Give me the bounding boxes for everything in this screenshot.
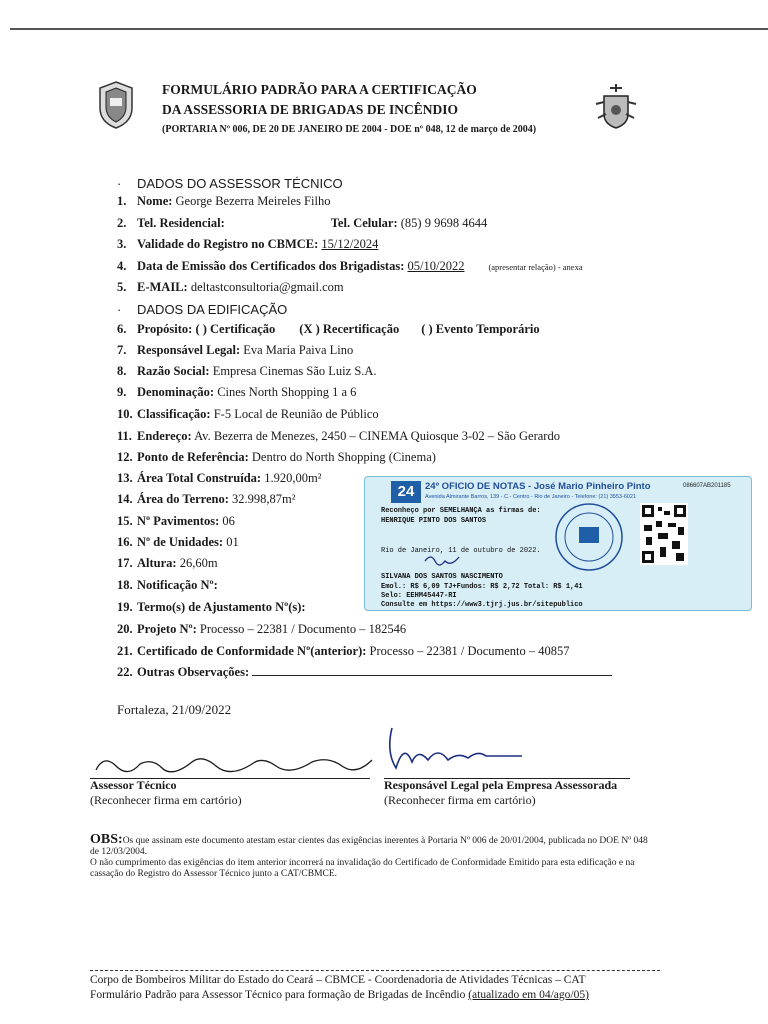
date-place: Fortaleza, 21/09/2022 — [117, 702, 232, 717]
footer-divider — [90, 970, 660, 971]
notary-signature-icon — [423, 551, 463, 571]
footer — [90, 970, 660, 1003]
responsavel-signature-icon — [382, 722, 532, 778]
field-17: 17. Altura: 26,60m — [117, 556, 218, 570]
header-line-2: DA ASSESSORIA DE BRIGADAS DE INCÊNDIO — [162, 102, 458, 117]
ceara-coat-of-arms-icon — [592, 80, 640, 136]
footer-line-1: Corpo de Bombeiros Militar do Estado do Ceará – CBMCE - Coordenadoria de Atividades Técnicas – CAT — [90, 974, 586, 986]
observations-line — [252, 665, 612, 676]
field-22: 22. Outras Observações: — [117, 665, 612, 680]
top-border — [10, 28, 768, 30]
qr-code-icon — [640, 503, 688, 565]
field-9: 9. Denominação: Cines North Shopping 1 a 6 — [117, 385, 357, 399]
notary-line-4: SILVANA DOS SANTOS NASCIMENTO — [381, 573, 503, 581]
section-assessor: · DADOS DO ASSESSOR TÉCNICO — [117, 176, 343, 191]
field-16: 16. Nº de Unidades: 01 — [117, 535, 239, 549]
field-2: 2. Tel. Residencial: Tel. Celular: (85) 9 9698 4644 — [117, 216, 488, 230]
field-3: 3. Validade do Registro no CBMCE: 15/12/2024 — [117, 237, 379, 251]
assessor-signature-icon — [92, 740, 382, 782]
header-line-1: FORMULÁRIO PADRÃO PARA A CERTIFICAÇÃO — [162, 82, 477, 97]
field-1: 1. Nome: George Bezerra Meireles Filho — [117, 194, 331, 208]
header-line-3: (PORTARIA Nº 006, DE 20 DE JANEIRO DE 2004 - DOE nº 048, 12 de março de 2004) — [162, 124, 537, 135]
section-edificacao: · DADOS DA EDIFICAÇÃO — [117, 302, 288, 317]
field-8: 8. Razão Social: Empresa Cinemas São Luiz S.A. — [117, 364, 377, 378]
field-18: 18. Notificação Nº: — [117, 578, 218, 592]
notary-line-3: Rio de Janeiro, 11 de outubro de 2022. — [381, 547, 541, 555]
notary-logo: 24 — [391, 481, 421, 503]
assessor-signature-block: Assessor Técnico (Reconhecer firma em cartório) — [90, 778, 242, 807]
notary-line-7: Consulte em https://www3.tjrj.jus.br/sitepublico — [381, 601, 583, 609]
notary-line-2: HENRIQUE PINTO DOS SANTOS — [381, 517, 487, 525]
footer-line-2: Formulário Padrão para Assessor Técnico para formação de Brigadas de Incêndio (atualizado em 04/ago/05) — [90, 989, 589, 1001]
form-header — [162, 80, 536, 140]
field-7: 7. Responsável Legal: Eva Maria Paiva Lino — [117, 343, 354, 357]
field-11: 11. Endereço: Av. Bezerra de Menezes, 2450 – CINEMA Quiosque 3-02 – São Gerardo — [117, 429, 560, 443]
field-21: 21. Certificado de Conformidade Nº(anterior): Processo – 22381 / Documento – 40857 — [117, 644, 570, 658]
cbmce-crest-icon — [96, 80, 136, 130]
notary-address: Avenida Almirante Barros, 139 - C - Centro - Rio de Janeiro - Telefone: (21) 3553-6021 — [425, 494, 637, 500]
name-value: George Bezerra Meireles Filho — [175, 194, 331, 208]
field-5: 5. E-MAIL: deltastconsultoria@gmail.com — [117, 280, 344, 294]
field-19: 19. Termo(s) de Ajustamento Nº(s): — [117, 600, 306, 614]
field-4: 4. Data de Emissão dos Certificados dos Brigadistas: 05/10/2022 (apresentar relação) - anexa — [117, 259, 583, 273]
notary-title: 24º OFICIO DE NOTAS - José Mario Pinheiro Pinto — [425, 481, 651, 492]
notary-stamp — [364, 476, 752, 611]
notary-line-6: Selo: EEHM45447-RI — [381, 592, 457, 600]
field-12: 12. Ponto de Referência: Dentro do North Shopping (Cinema) — [117, 450, 436, 464]
observations-block: OBS:Os que assinam este documento atestam estar cientes das exigências inerentes à Portaria Nº 006 de 20/01/2004, publicada no DOE Nº 048 de 12/03/2004. O não cumprimento das exigências do item anterior incorrerá na invalidação do Certificado de Conformidade Emitido para esta edificação e na cassação do Registro do Assessor Técnico junto a CAT/CBMCE. — [90, 832, 648, 879]
notary-line-1: Reconheço por SEMELHANÇA as firmas de: — [381, 507, 541, 515]
field-20: 20. Projeto Nº: Processo – 22381 / Documento – 182546 — [117, 622, 407, 636]
field-14: 14. Área do Terreno: 32.998,87m² — [117, 492, 296, 506]
notary-code: 086607AB201185 — [683, 483, 731, 489]
responsavel-signature-block: Responsável Legal pela Empresa Assessorada (Reconhecer firma em cartório) — [384, 778, 618, 807]
field-15: 15. Nº Pavimentos: 06 — [117, 514, 235, 528]
field-10: 10. Classificação: F-5 Local de Reunião de Público — [117, 407, 379, 421]
field-6: 6. Propósito: ( ) Certificação (X ) Recertificação ( ) Evento Temporário — [117, 322, 540, 336]
field-13: 13. Área Total Construída: 1.920,00m² — [117, 471, 322, 485]
notary-seal-icon — [553, 501, 625, 573]
notary-line-5: Emol.: R$ 6,09 TJ+Fundos: R$ 2,72 Total: R$ 1,41 — [381, 583, 583, 591]
